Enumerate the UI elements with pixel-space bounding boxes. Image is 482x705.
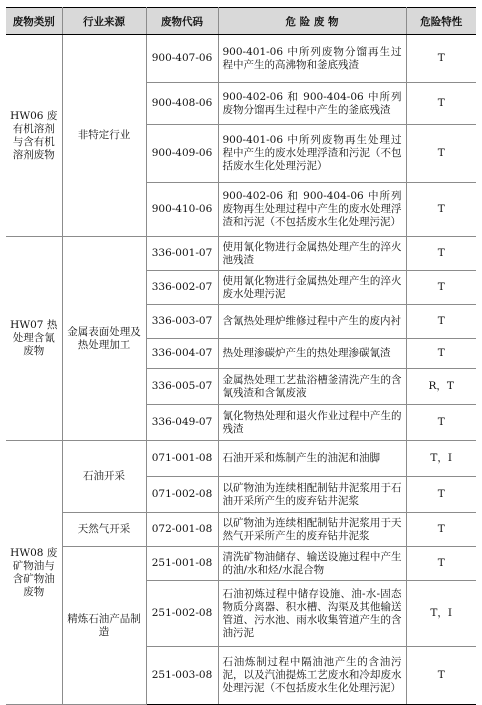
waste-description-cell: 清洗矿物油储存、输送设施过程中产生的油/水和烃/水混合物: [218, 547, 406, 581]
waste-code-cell: 336-049-07: [146, 405, 218, 441]
waste-description-cell: 900-401-06 中所列废物再生处理过程中产生的废水处理浮渣和污泥（不包括废水生化处理污泥）: [218, 125, 406, 183]
waste-code-cell: 071-001-08: [146, 441, 218, 477]
hazard-property-cell: T: [406, 477, 476, 513]
waste-description-cell: 900-401-06 中所列废物分馏再生过程中产生的高沸物和釜底残渣: [218, 35, 406, 83]
waste-description-cell: 石油初炼过程中储存设施、油-水-固态物质分离器、积水槽、沟渠及其他输送管道、污水池、雨水收集管道产生的含油污泥: [218, 581, 406, 647]
hazard-property-cell: T，I: [406, 581, 476, 647]
waste-description-cell: 石油开采和炼制产生的油泥和油脚: [218, 441, 406, 477]
header-description: 危 险 废 物: [218, 8, 406, 35]
hazard-property-cell: R，T: [406, 369, 476, 405]
hazard-property-cell: T: [406, 271, 476, 305]
waste-description-cell: 石油炼制过程中隔油池产生的含油污泥，以及汽油提炼工艺废水和冷却废水处理污泥（不包括废水生化处理污泥）: [218, 647, 406, 705]
waste-description-cell: 氰化物热处理和退火作业过程中产生的残渣: [218, 405, 406, 441]
waste-code-cell: 336-001-07: [146, 237, 218, 271]
waste-code-cell: 251-003-08: [146, 647, 218, 705]
hazard-property-cell: T: [406, 237, 476, 271]
waste-code-cell: 071-002-08: [146, 477, 218, 513]
waste-description-cell: 使用氰化物进行金属热处理产生的淬火池残渣: [218, 237, 406, 271]
waste-code-cell: 900-409-06: [146, 125, 218, 183]
waste-description-cell: 900-402-06 和 900-404-06 中所列废物再生处理过程中产生的废水处理浮渣和污泥（不包括废水生化处理污泥）: [218, 183, 406, 237]
hazard-property-cell: T: [406, 125, 476, 183]
hazard-property-cell: T: [406, 513, 476, 547]
industry-source-cell: 金属表面处理及热处理加工: [62, 237, 146, 441]
waste-description-cell: 以矿物油为连续相配制钻井泥浆用于石油开采所产生的废弃钻井泥浆: [218, 477, 406, 513]
waste-category-cell: HW07 热处理含氰废物: [6, 237, 62, 441]
waste-description-cell: 含氰热处理炉维修过程中产生的废内衬: [218, 305, 406, 339]
waste-description-cell: 金属热处理工艺盐浴槽釜清洗产生的含氰残渣和含氰废液: [218, 369, 406, 405]
waste-code-cell: 336-005-07: [146, 369, 218, 405]
header-hazard: 危险特性: [406, 8, 476, 35]
waste-code-cell: 072-001-08: [146, 513, 218, 547]
header-code: 废物代码: [146, 8, 218, 35]
table-row: [6, 35, 476, 83]
hazard-property-cell: T，I: [406, 441, 476, 477]
table-row: [6, 237, 476, 271]
waste-code-cell: 251-002-08: [146, 581, 218, 647]
hazard-property-cell: T: [406, 305, 476, 339]
waste-code-cell: 336-002-07: [146, 271, 218, 305]
header-source: 行业来源: [62, 8, 146, 35]
industry-source-cell: 天然气开采: [62, 513, 146, 547]
header-category: 废物类别: [6, 8, 62, 35]
waste-description-cell: 使用氰化物进行金属热处理产生的淬火废水处理污泥: [218, 271, 406, 305]
waste-description-cell: 以矿物油为连续相配制钻井泥浆用于天然气开采所产生的废弃钻井泥浆: [218, 513, 406, 547]
industry-source-cell: 非特定行业: [62, 35, 146, 237]
table-row: [6, 547, 476, 581]
waste-code-cell: 900-408-06: [146, 83, 218, 125]
hazard-property-cell: T: [406, 183, 476, 237]
waste-code-cell: 900-407-06: [146, 35, 218, 83]
waste-code-cell: 336-003-07: [146, 305, 218, 339]
hazard-property-cell: T: [406, 35, 476, 83]
waste-code-cell: 251-001-08: [146, 547, 218, 581]
waste-category-cell: HW06 废有机溶剂与含有机溶剂废物: [6, 35, 62, 237]
hazard-property-cell: T: [406, 647, 476, 705]
hazardous-waste-table: [6, 7, 476, 705]
hazard-property-cell: T: [406, 405, 476, 441]
table-row: [6, 441, 476, 477]
waste-category-cell: HW08 废矿物油与含矿物油废物: [6, 441, 62, 705]
header-row: [6, 8, 476, 35]
waste-code-cell: 900-410-06: [146, 183, 218, 237]
waste-code-cell: 336-004-07: [146, 339, 218, 369]
waste-description-cell: 900-402-06 和 900-404-06 中所列废物分馏再生过程中产生的釜底残渣: [218, 83, 406, 125]
waste-description-cell: 热处理渗碳炉产生的热处理渗碳氰渣: [218, 339, 406, 369]
table-row: [6, 513, 476, 547]
industry-source-cell: 精炼石油产品制造: [62, 547, 146, 705]
hazard-property-cell: T: [406, 547, 476, 581]
hazard-property-cell: T: [406, 339, 476, 369]
hazard-property-cell: T: [406, 83, 476, 125]
industry-source-cell: 石油开采: [62, 441, 146, 513]
